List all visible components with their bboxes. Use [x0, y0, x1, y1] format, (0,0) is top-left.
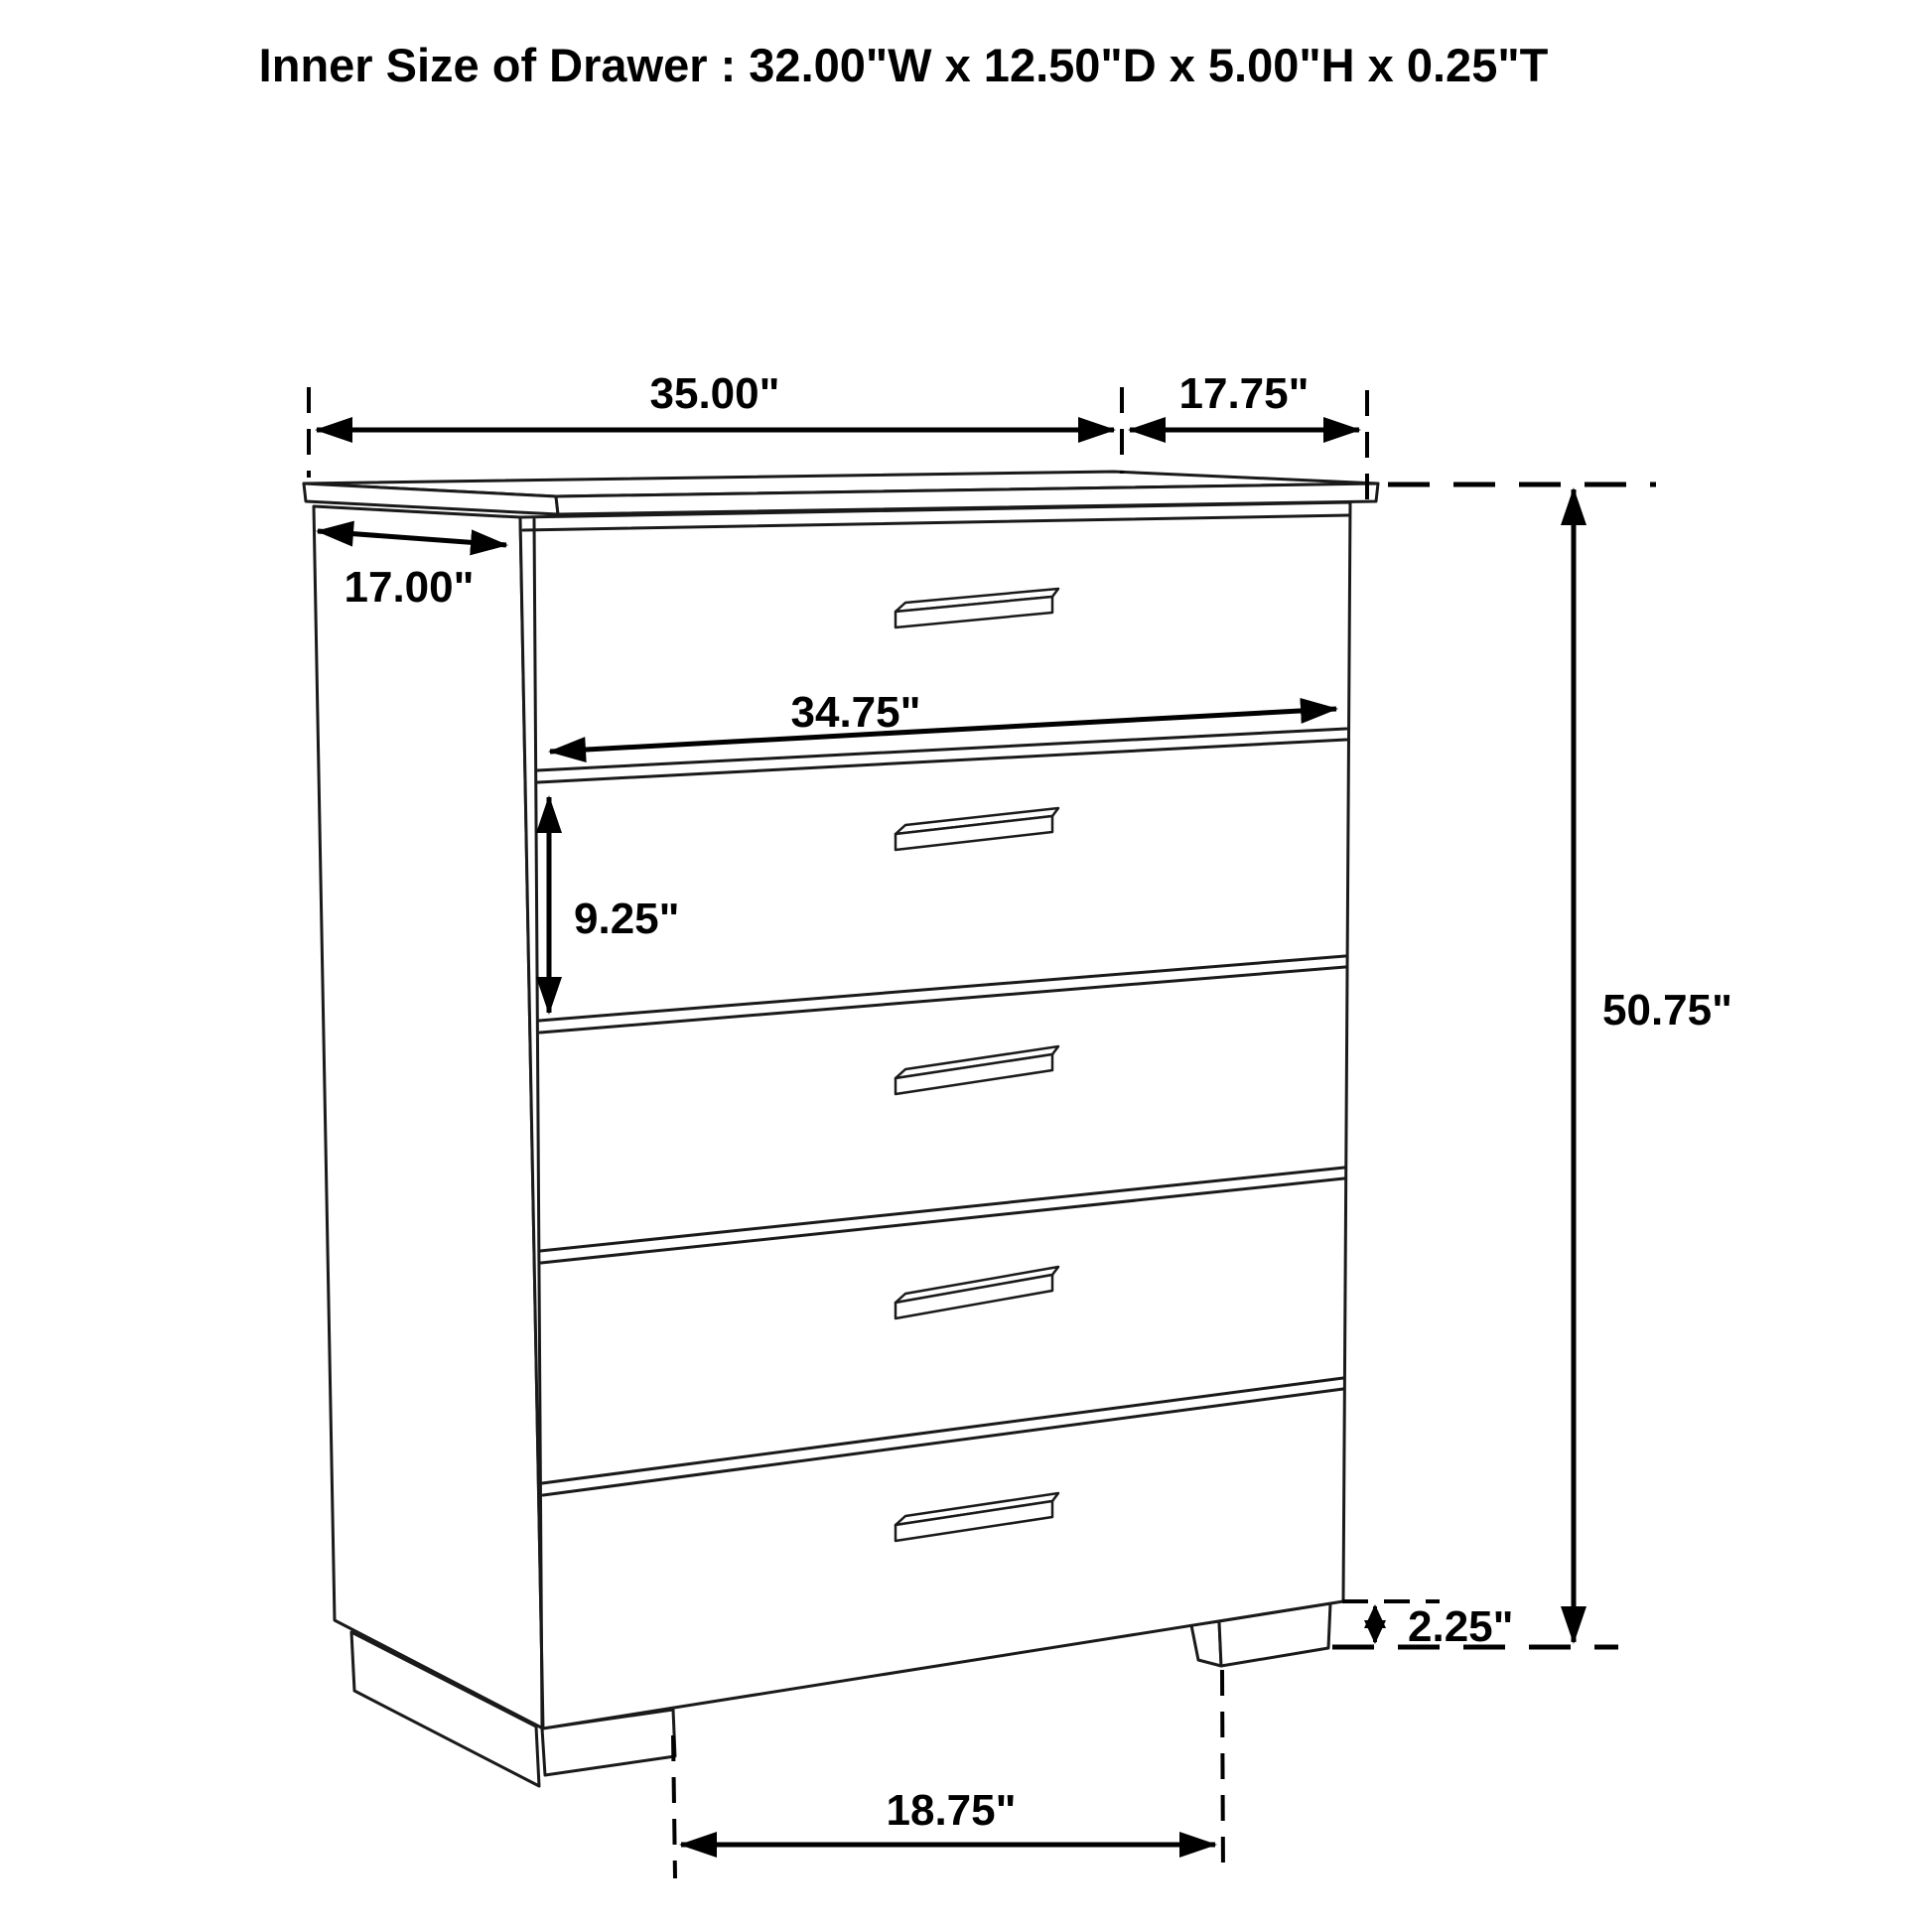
- ext-line-leg-right: [1222, 1670, 1223, 1878]
- label-drawer-height: 9.25": [574, 895, 680, 943]
- carcass-front: [520, 502, 1350, 1728]
- chest-body: [304, 472, 1378, 1786]
- side-panel-left: [314, 506, 543, 1728]
- label-drawer-width: 34.75": [790, 688, 921, 737]
- label-top-width: 35.00": [649, 369, 780, 418]
- diagram-title: Inner Size of Drawer : 32.00"W x 12.50"D x 5.00"H x 0.25"T: [258, 39, 1549, 91]
- front-right-leg-side: [1191, 1621, 1221, 1666]
- label-top-depth: 17.75": [1178, 369, 1310, 418]
- label-side-depth: 17.00": [344, 563, 475, 612]
- label-total-height: 50.75": [1602, 986, 1732, 1035]
- label-leg-height: 2.25": [1408, 1602, 1514, 1651]
- label-leg-spacing: 18.75": [886, 1786, 1017, 1835]
- ext-line-leg-left: [673, 1735, 675, 1878]
